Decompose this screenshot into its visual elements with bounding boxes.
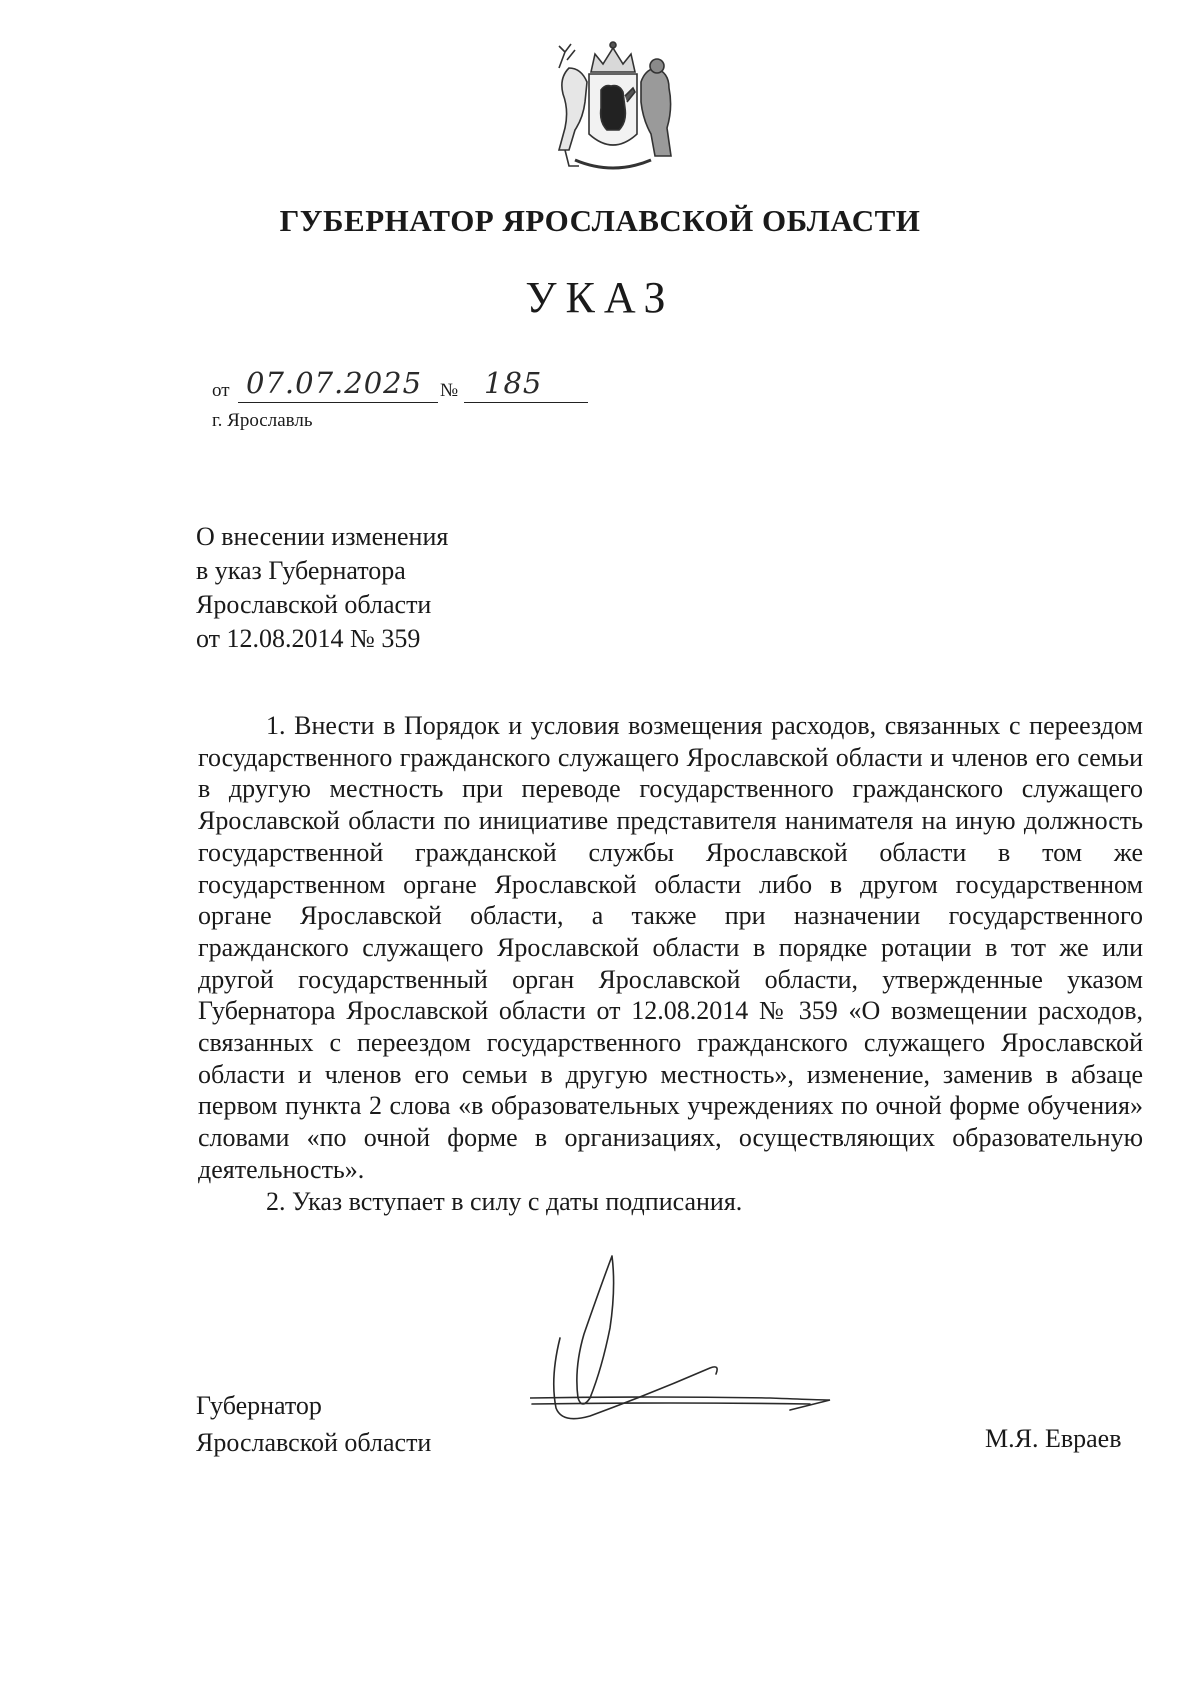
handwritten-signature xyxy=(530,1248,910,1448)
place-of-issue: г. Ярославль xyxy=(212,410,313,431)
body-paragraph: 2. Указ вступает в силу с даты подписания. xyxy=(266,1186,743,1216)
document-date: 07.07.2025 xyxy=(246,366,423,400)
document-type: УКАЗ xyxy=(525,273,675,322)
signatory-title-line: Ярославской области xyxy=(196,1428,432,1457)
document-body xyxy=(198,710,1143,1217)
subject-line: Ярославской области xyxy=(196,590,432,619)
number-underline xyxy=(464,402,588,403)
signatory-title-line: Губернатор xyxy=(196,1391,322,1420)
subject-line: О внесении изменения xyxy=(196,522,449,551)
signatory-name: М.Я. Евраев xyxy=(985,1424,1122,1453)
document-subject xyxy=(196,520,696,656)
date-underline xyxy=(238,402,438,403)
body-paragraph: 1. Внести в Порядок и условия возмещения расходов, связанных с переездом государственного гражданского служащего Ярославской области и членов его семьи в другую местность при переводе государственного гражданского служащего Ярославской области по инициативе представителя нанимателя на иную должность государственной гражданской службы Ярославской области в том же государственном органе Ярославской области либо в другом государственном органе Ярославской области, а также при назначении государственного гражданского служащего Ярославской области в порядке ротации в тот же или другой государственный орган Ярославской области, утвержденные указом Губернатора Ярославской области от 12.08.2014 № 359 «О возмещении расходов, связанных с переездом государственного гражданского служащего Ярославской области и членов его семьи в другую местность», изменение, заменив в абзаце первом пункта 2 слова «в образовательных учреждениях по очной форме обучения» словами «по очной форме в организациях, осуществляющих образовательную деятельность». xyxy=(198,711,1143,1184)
signatory-title xyxy=(196,1387,431,1461)
date-prefix: от xyxy=(212,380,230,401)
number-prefix: № xyxy=(440,380,459,401)
subject-line: в указ Губернатора xyxy=(196,556,406,585)
yaroslavl-coat-of-arms-icon xyxy=(545,38,681,176)
subject-line: от 12.08.2014 № 359 xyxy=(196,624,421,653)
issuing-authority: ГУБЕРНАТОР ЯРОСЛАВСКОЙ ОБЛАСТИ xyxy=(279,203,921,238)
document-number: 185 xyxy=(484,366,543,400)
